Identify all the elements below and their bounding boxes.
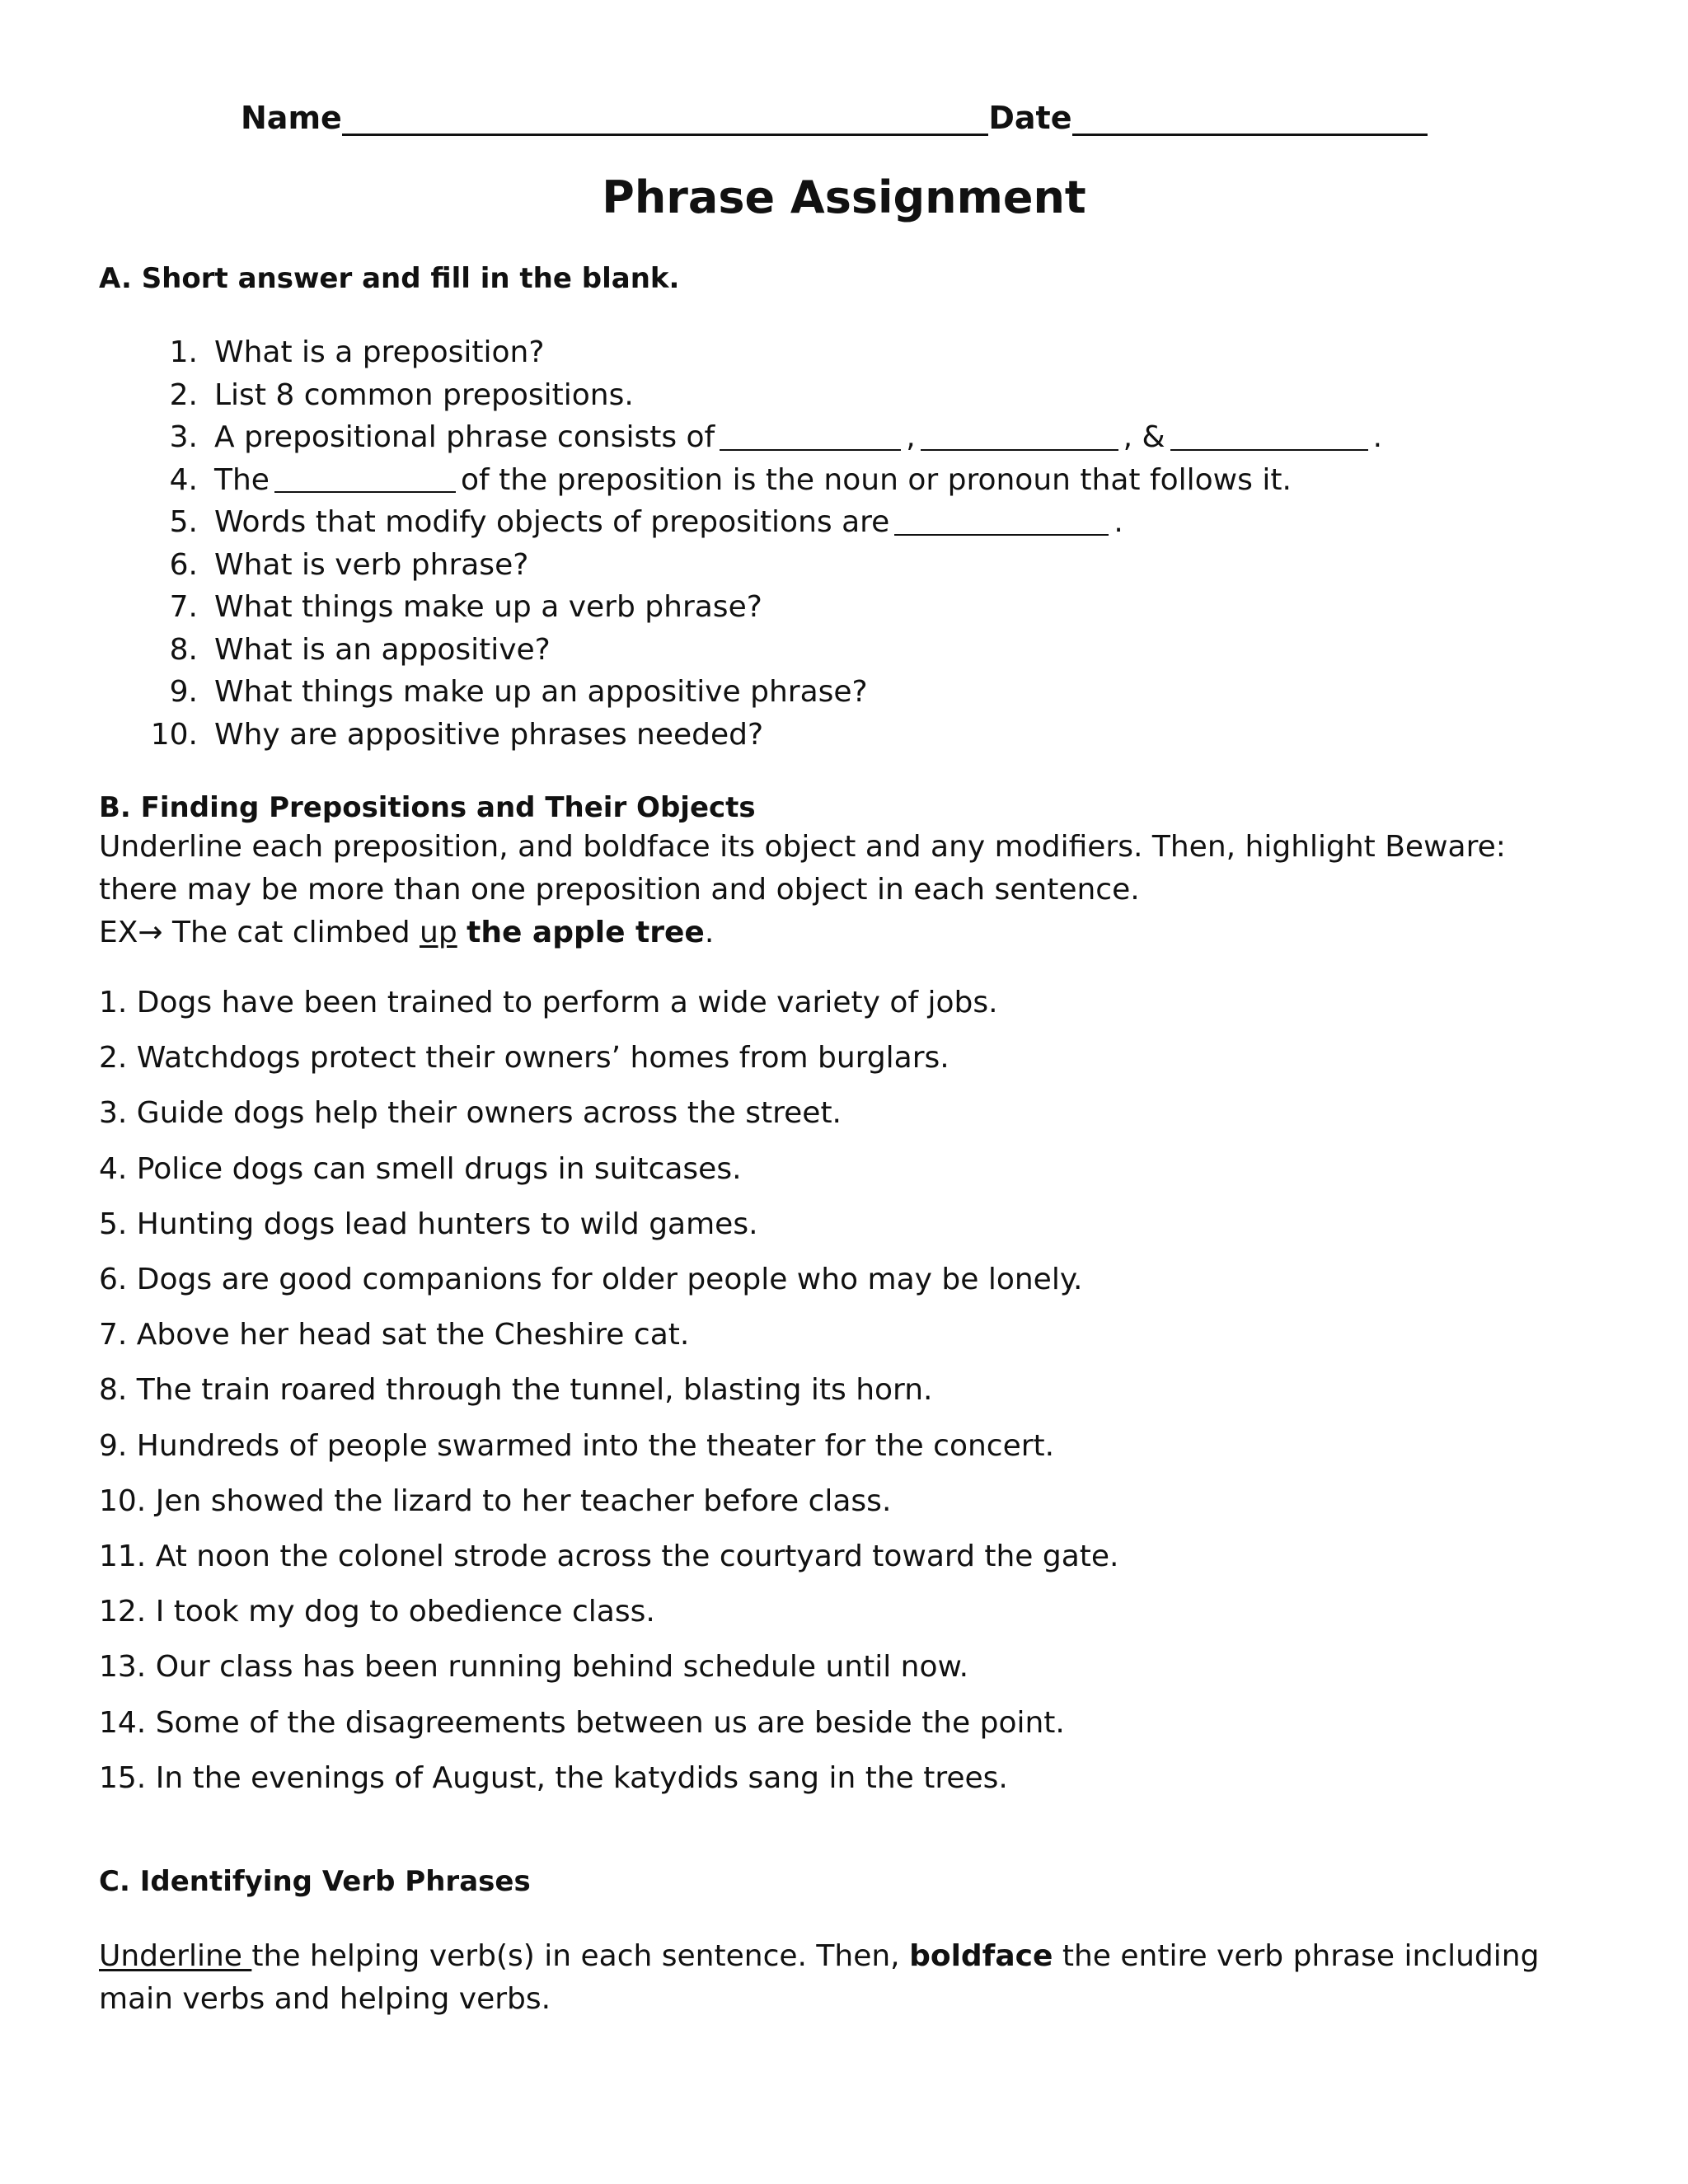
section-b-heading: B. Finding Prepositions and Their Objects <box>99 791 756 824</box>
question-text: Words that modify objects of prepositions are <box>214 505 890 540</box>
example-prefix: EX <box>99 916 138 949</box>
sentence-9: 9. Hundreds of people swarmed into the theater for the concert. <box>99 1428 1055 1463</box>
name-label: Name <box>241 100 342 136</box>
page-title: Phrase Assignment <box>602 171 1086 223</box>
example-text: The cat climbed <box>162 916 420 949</box>
punctuation: . <box>1114 505 1123 540</box>
question-text: The <box>214 462 270 497</box>
question-text: What things make up a verb phrase? <box>214 590 762 625</box>
sentence-8: 8. The train roared through the tunnel, blasting its horn. <box>99 1373 933 1408</box>
example-end: . <box>704 916 715 949</box>
fill-blank[interactable] <box>274 466 456 493</box>
question-text: A prepositional phrase consists of <box>214 420 715 455</box>
question-number: 2. <box>169 377 198 412</box>
example-preposition: up <box>420 916 457 949</box>
section-b-sentences <box>99 975 1119 1806</box>
underline-word: Underline <box>99 1939 252 1973</box>
question-text: What things make up an appositive phrase? <box>214 675 868 710</box>
sentence-2: 2. Watchdogs protect their owners’ homes from burglars. <box>99 1041 950 1076</box>
question-text: What is a preposition? <box>214 335 545 370</box>
question-10 <box>148 714 1382 757</box>
question-number: 1. <box>169 335 198 370</box>
question-2 <box>148 374 1382 417</box>
sentence-1: 1. Dogs have been trained to perform a wide variety of jobs. <box>99 986 998 1020</box>
question-number: 8. <box>169 632 198 667</box>
question-text: of the preposition is the noun or pronoun that follows it. <box>460 462 1292 497</box>
fill-blank[interactable] <box>921 424 1118 451</box>
name-date-line <box>241 97 1428 136</box>
sentence-3: 3. Guide dogs help their owners across the street. <box>99 1096 842 1131</box>
punctuation: , & <box>1123 420 1165 455</box>
sentence-6: 6. Dogs are good companions for older people who may be lonely. <box>99 1263 1083 1297</box>
question-number: 3. <box>169 420 198 455</box>
question-7 <box>148 586 1382 629</box>
question-number: 4. <box>169 462 198 497</box>
date-label: Date <box>988 100 1072 136</box>
section-a-heading: A. Short answer and fill in the blank. <box>99 262 680 295</box>
section-b-example <box>99 912 1582 954</box>
question-9 <box>148 671 1382 714</box>
example-space <box>457 916 467 949</box>
sentence-10: 10. Jen showed the lizard to her teacher before class. <box>99 1483 892 1518</box>
sentence-14: 14. Some of the disagreements between us are beside the point. <box>99 1705 1065 1740</box>
question-1 <box>148 331 1382 374</box>
date-field[interactable] <box>1072 97 1428 136</box>
sentence-13: 13. Our class has been running behind schedule until now. <box>99 1650 969 1685</box>
section-c-heading: C. Identifying Verb Phrases <box>99 1865 531 1898</box>
question-number: 9. <box>169 675 198 710</box>
question-number: 7. <box>169 590 198 625</box>
question-3 <box>148 416 1382 459</box>
boldface-word: boldface <box>909 1939 1053 1973</box>
name-field[interactable] <box>342 97 989 136</box>
instruction-text: the helping verb(s) in each sentence. Then, <box>251 1939 910 1973</box>
section-c-instructions <box>99 1935 1582 2021</box>
sentence-15: 15. In the evenings of August, the katydids sang in the trees. <box>99 1760 1008 1795</box>
question-text: Why are appositive phrases needed? <box>214 717 764 752</box>
punctuation: , <box>906 420 916 455</box>
question-6 <box>148 544 1382 587</box>
sentence-5: 5. Hunting dogs lead hunters to wild games. <box>99 1207 758 1241</box>
question-number: 6. <box>169 547 198 582</box>
question-4 <box>148 459 1382 502</box>
sentence-11: 11. At noon the colonel strode across the courtyard toward the gate. <box>99 1539 1119 1573</box>
sentence-12: 12. I took my dog to obedience class. <box>99 1595 655 1629</box>
question-8 <box>148 629 1382 672</box>
section-a-questions <box>148 331 1382 756</box>
fill-blank[interactable] <box>894 509 1109 536</box>
question-5 <box>148 501 1382 544</box>
question-text: What is an appositive? <box>214 632 551 667</box>
fill-blank[interactable] <box>720 424 901 451</box>
arrow-icon: → <box>138 916 163 949</box>
fill-blank[interactable] <box>1170 424 1368 451</box>
question-text: List 8 common prepositions. <box>214 377 634 412</box>
question-number: 5. <box>169 505 198 540</box>
instruction-text-end: the entire verb phrase including main verbs and helping verbs. <box>99 1939 1540 2016</box>
example-object: the apple tree <box>467 916 705 949</box>
section-b-instructions: Underline each preposition, and boldface its object and any modifiers. Then, highlight Beware: there may be more than one preposition and object in each sentence. <box>99 830 1506 907</box>
sentence-7: 7. Above her head sat the Cheshire cat. <box>99 1318 690 1352</box>
sentence-4: 4. Police dogs can smell drugs in suitcases. <box>99 1151 742 1186</box>
question-number: 10. <box>150 717 198 752</box>
punctuation: . <box>1372 420 1383 455</box>
question-text: What is verb phrase? <box>214 547 529 582</box>
